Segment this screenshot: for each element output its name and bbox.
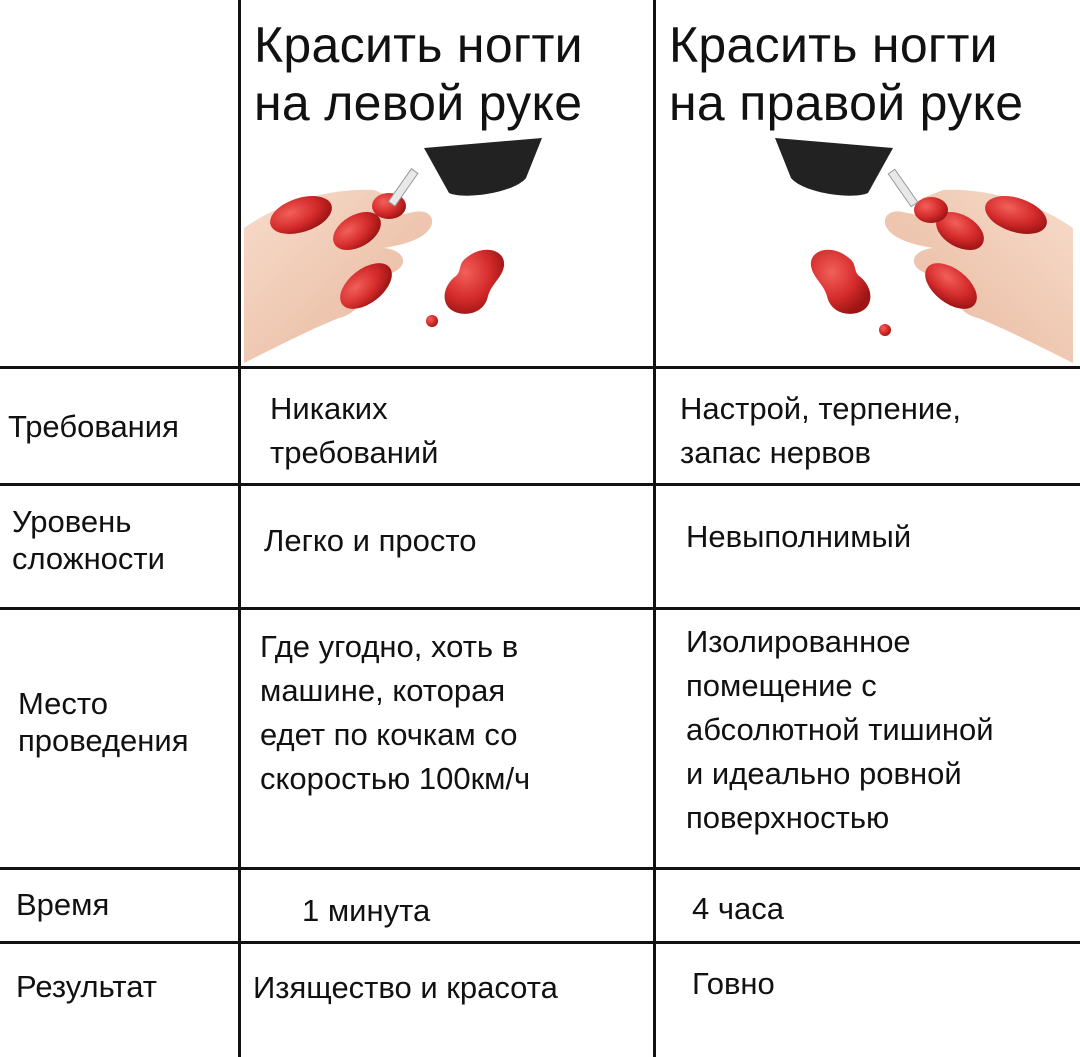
right-hand-title bbox=[669, 16, 1023, 132]
polish-drop-small bbox=[426, 315, 438, 327]
bottle-cap bbox=[775, 138, 893, 196]
cell-right-difficulty bbox=[686, 515, 911, 559]
right-hand-painting-nails-illustration bbox=[659, 138, 1073, 363]
row-label-requirements bbox=[8, 408, 179, 445]
cell-left-requirements bbox=[270, 387, 438, 475]
grid-hline-3 bbox=[0, 607, 1080, 610]
grid-hline-2 bbox=[0, 483, 1080, 486]
row-label-line: проведения bbox=[18, 723, 189, 758]
cell-line: Настрой, терпение, bbox=[680, 391, 961, 426]
cell-line: Изящество и красота bbox=[253, 970, 558, 1005]
row-label-line: сложности bbox=[12, 541, 165, 576]
row-label-time bbox=[16, 886, 109, 923]
nail-4 bbox=[914, 197, 948, 223]
polish-drop bbox=[811, 250, 871, 314]
row-label-line: Время bbox=[16, 887, 110, 922]
cell-line: Говно bbox=[692, 966, 775, 1001]
row-label-line: Результат bbox=[16, 969, 157, 1004]
polish-drop-small bbox=[879, 324, 891, 336]
cell-left-time bbox=[302, 889, 430, 933]
cell-left-result bbox=[253, 966, 558, 1010]
row-label-difficulty bbox=[12, 503, 165, 577]
cell-line: 1 минута bbox=[302, 893, 431, 928]
bottle-cap bbox=[424, 138, 542, 196]
cell-line: 4 часа bbox=[692, 891, 784, 926]
cell-left-location bbox=[260, 625, 530, 801]
row-label-line: Место bbox=[18, 686, 109, 721]
cell-line: Где угодно, хоть в bbox=[260, 629, 519, 664]
grid-vline-right bbox=[653, 0, 656, 1057]
cell-line: скоростью 100км/ч bbox=[260, 761, 531, 796]
cell-line: поверхностью bbox=[686, 800, 890, 835]
polish-drop bbox=[445, 250, 505, 314]
cell-right-requirements bbox=[680, 387, 961, 475]
right-hand-title-line-1: Красить ногти bbox=[669, 17, 998, 73]
cell-line: Изолированное bbox=[686, 624, 911, 659]
cell-line: помещение с bbox=[686, 668, 877, 703]
grid-hline-4 bbox=[0, 867, 1080, 870]
row-label-location bbox=[18, 685, 189, 759]
cell-line: и идеально ровной bbox=[686, 756, 962, 791]
cell-left-difficulty bbox=[264, 519, 476, 563]
grid-hline-1 bbox=[0, 366, 1080, 369]
right-hand-title-line-2: на правой руке bbox=[669, 75, 1024, 131]
cell-right-time bbox=[692, 887, 784, 931]
left-hand-title bbox=[254, 16, 583, 132]
grid-vline-left bbox=[238, 0, 241, 1057]
brush-stem bbox=[888, 169, 917, 206]
cell-right-result bbox=[692, 962, 775, 1006]
cell-line: запас нервов bbox=[680, 435, 872, 470]
cell-right-location bbox=[686, 620, 994, 840]
row-label-line: Требования bbox=[8, 409, 179, 444]
cell-line: требований bbox=[270, 435, 439, 470]
left-hand-title-line-2: на левой руке bbox=[254, 75, 583, 131]
cell-line: машине, которая bbox=[260, 673, 506, 708]
cell-line: Никаких bbox=[270, 391, 388, 426]
cell-line: Легко и просто bbox=[264, 523, 477, 558]
left-hand-painting-nails-illustration bbox=[244, 138, 648, 363]
grid-hline-5 bbox=[0, 941, 1080, 944]
cell-line: Невыполнимый bbox=[686, 519, 912, 554]
row-label-line: Уровень bbox=[12, 504, 132, 539]
cell-line: абсолютной тишиной bbox=[686, 712, 994, 747]
left-hand-title-line-1: Красить ногти bbox=[254, 17, 583, 73]
row-label-result bbox=[16, 968, 157, 1005]
cell-line: едет по кочкам со bbox=[260, 717, 518, 752]
